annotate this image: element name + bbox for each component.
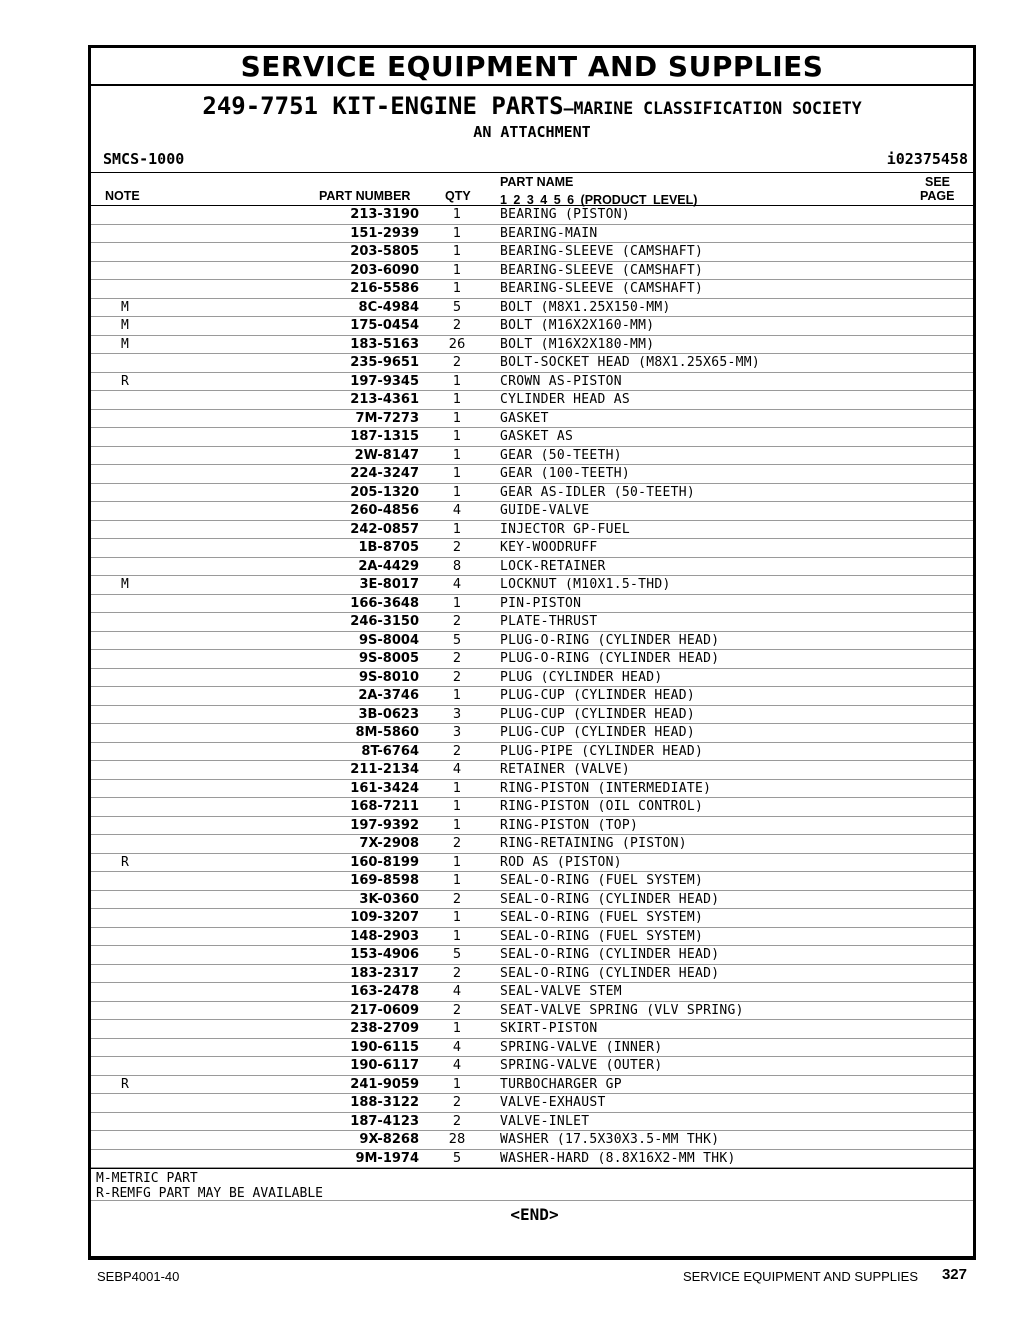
table-row — [91, 1113, 973, 1132]
qty-cell: 1 — [452, 780, 462, 796]
table-row — [91, 983, 973, 1002]
qty-cell: 1 — [452, 595, 462, 611]
part-name-cell: SEAL-O-RING (FUEL SYSTEM) — [500, 910, 704, 925]
part-number-cell: 166-3648 — [350, 595, 419, 611]
part-number-cell: 151-2939 — [350, 225, 419, 241]
part-number-cell: 163-2478 — [350, 984, 419, 999]
footer-section: SERVICE EQUIPMENT AND SUPPLIES — [682, 1269, 918, 1284]
attachment-label: AN ATTACHMENT — [473, 123, 591, 141]
table-row — [91, 465, 973, 484]
part-number-cell: 246-3150 — [350, 614, 419, 629]
table-row — [91, 299, 973, 318]
part-number-cell: 238-2709 — [350, 1021, 419, 1036]
page-number: 327 — [941, 1266, 967, 1283]
table-row — [91, 743, 973, 762]
part-number-cell: 190-6115 — [350, 1039, 419, 1055]
qty-cell: 5 — [452, 299, 462, 315]
part-name-cell: PLUG-O-RING (CYLINDER HEAD) — [500, 651, 720, 666]
qty-cell: 1 — [452, 817, 462, 833]
part-name-cell: GUIDE-VALVE — [500, 503, 590, 518]
kit-title: 249-7751 KIT-ENGINE PARTS — [202, 92, 564, 120]
part-number-cell: 169-8598 — [350, 873, 419, 888]
part-number-cell: 3E-8017 — [359, 577, 419, 592]
part-name-cell: PLATE-THRUST — [500, 614, 598, 629]
product-level-header: 1 2 3 4 5 6 (PRODUCT LEVEL) — [500, 193, 698, 207]
table-row — [91, 817, 973, 836]
table-row — [91, 447, 973, 466]
qty-cell: 1 — [452, 373, 462, 389]
see-column-header: SEE — [925, 175, 951, 189]
part-number-cell: 9M-1974 — [355, 1150, 419, 1166]
part-name-cell: GEAR AS-IDLER (50-TEETH) — [500, 484, 696, 500]
qty-cell: 4 — [452, 503, 462, 518]
qty-cell: 2 — [452, 1113, 462, 1129]
part-number-cell: 109-3207 — [350, 910, 419, 925]
table-row — [91, 687, 973, 706]
notes-legend — [91, 1168, 973, 1201]
qty-cell: 1 — [452, 281, 462, 296]
part-number-cell: 217-0609 — [350, 1002, 419, 1018]
qty-column-header: QTY — [445, 189, 471, 203]
smcs-code: SMCS-1000 — [103, 150, 185, 168]
table-row — [91, 706, 973, 725]
part-name-cell: BOLT (M16X2X160-MM) — [500, 318, 655, 333]
part-name-cell: SEAL-VALVE STEM — [500, 984, 622, 999]
note-cell: M — [121, 299, 129, 315]
part-name-cell: RING-PISTON (INTERMEDIATE) — [500, 780, 712, 796]
part-number-cell: 9X-8268 — [359, 1132, 419, 1147]
part-number-cell: 213-3190 — [350, 207, 419, 222]
part-name-cell: BOLT (M8X1.25X150-MM) — [500, 299, 671, 315]
part-name-cell: BEARING (PISTON) — [500, 207, 631, 222]
part-number-cell: 235-9651 — [350, 355, 419, 370]
part-name-cell: CYLINDER HEAD AS — [500, 392, 631, 407]
part-name-cell: CROWN AS-PISTON — [500, 373, 622, 389]
qty-cell: 2 — [452, 743, 462, 759]
note-cell: R — [121, 854, 129, 870]
qty-cell: 1 — [452, 225, 462, 241]
note-cell: M — [121, 336, 129, 352]
qty-cell: 3 — [452, 706, 462, 722]
part-name-cell: RING-RETAINING (PISTON) — [500, 836, 687, 851]
qty-cell: 1 — [452, 854, 462, 870]
part-name-cell: SEAL-O-RING (FUEL SYSTEM) — [500, 928, 704, 944]
table-row — [91, 909, 973, 928]
note-cell: M — [121, 577, 129, 592]
part-name-cell: ROD AS (PISTON) — [500, 854, 622, 870]
part-name-cell: KEY-WOODRUFF — [500, 540, 598, 555]
part-name-cell: SEAT-VALVE SPRING (VLV SPRING) — [500, 1002, 744, 1018]
part-name-cell: VALVE-INLET — [500, 1113, 590, 1129]
qty-cell: 2 — [452, 614, 462, 629]
part-name-cell: PIN-PISTON — [500, 595, 582, 611]
part-number-cell: 187-4123 — [350, 1113, 419, 1129]
kit-title-line — [91, 92, 973, 120]
part-number-cell: 197-9345 — [350, 373, 419, 389]
qty-cell: 1 — [452, 928, 462, 944]
qty-cell: 1 — [452, 244, 462, 259]
table-row — [91, 780, 973, 799]
qty-cell: 1 — [452, 1076, 462, 1092]
parts-table — [91, 206, 973, 1168]
part-number-cell: 2W-8147 — [354, 447, 419, 463]
parts-list-frame — [88, 45, 976, 1260]
qty-cell: 1 — [452, 873, 462, 888]
qty-cell: 1 — [452, 1021, 462, 1036]
qty-cell: 2 — [452, 669, 462, 685]
table-row — [91, 872, 973, 891]
page-column-header: PAGE — [920, 189, 955, 203]
table-row — [91, 1131, 973, 1150]
qty-cell: 5 — [452, 947, 462, 962]
part-number-cell: 2A-3746 — [358, 688, 419, 703]
part-name-cell: PLUG-CUP (CYLINDER HEAD) — [500, 706, 696, 722]
legend-remfg: R-REMFG PART MAY BE AVAILABLE — [96, 1186, 323, 1201]
table-row — [91, 206, 973, 225]
table-row — [91, 669, 973, 688]
table-row — [91, 225, 973, 244]
qty-cell: 4 — [452, 1058, 462, 1073]
qty-cell: 28 — [448, 1132, 466, 1147]
table-row — [91, 1076, 973, 1095]
part-number-cell: 205-1320 — [350, 484, 419, 500]
part-number-cell: 7X-2908 — [359, 836, 419, 851]
part-number-cell: 242-0857 — [350, 521, 419, 537]
table-row — [91, 391, 973, 410]
table-row — [91, 243, 973, 262]
part-number-cell: 153-4906 — [350, 947, 419, 962]
kit-subtitle: —MARINE CLASSIFICATION SOCIETY — [563, 99, 862, 118]
table-row — [91, 632, 973, 651]
part-number-cell: 203-5805 — [350, 244, 419, 259]
qty-cell: 4 — [452, 762, 462, 777]
table-row — [91, 798, 973, 817]
note-cell: M — [121, 318, 129, 333]
part-name-cell: SEAL-O-RING (FUEL SYSTEM) — [500, 873, 704, 888]
qty-cell: 1 — [452, 429, 462, 444]
part-name-cell: TURBOCHARGER GP — [500, 1076, 622, 1092]
part-number-cell: 260-4856 — [350, 503, 419, 518]
part-name-cell: GEAR (50-TEETH) — [500, 447, 622, 463]
qty-cell: 4 — [452, 984, 462, 999]
table-row — [91, 965, 973, 984]
part-number-cell: 8T-6764 — [361, 743, 419, 759]
part-name-cell: WASHER-HARD (8.8X16X2-MM THK) — [500, 1150, 736, 1166]
part-number-cell: 9S-8004 — [359, 632, 419, 648]
qty-cell: 2 — [452, 965, 462, 981]
table-row — [91, 761, 973, 780]
table-row — [91, 595, 973, 614]
table-row — [91, 946, 973, 965]
part-number-cell: 175-0454 — [350, 318, 419, 333]
part-name-cell: PLUG-CUP (CYLINDER HEAD) — [500, 725, 696, 740]
part-name-cell: PLUG-CUP (CYLINDER HEAD) — [500, 688, 696, 703]
part-name-cell: SEAL-O-RING (CYLINDER HEAD) — [500, 965, 720, 981]
table-row — [91, 835, 973, 854]
part-name-cell: BEARING-MAIN — [500, 225, 598, 241]
qty-cell: 1 — [452, 392, 462, 407]
table-row — [91, 354, 973, 373]
qty-cell: 1 — [452, 521, 462, 537]
part-number-cell: 3K-0360 — [359, 891, 419, 907]
part-name-cell: BOLT (M16X2X180-MM) — [500, 336, 655, 352]
part-number-cell: 8C-4984 — [358, 299, 419, 315]
note-cell: R — [121, 373, 129, 389]
part-number-cell: 9S-8005 — [359, 651, 419, 666]
part-name-cell: SEAL-O-RING (CYLINDER HEAD) — [500, 891, 720, 907]
qty-cell: 26 — [448, 336, 466, 352]
table-row — [91, 317, 973, 336]
part-name-cell: PLUG (CYLINDER HEAD) — [500, 669, 663, 685]
part-name-cell: GASKET AS — [500, 429, 574, 444]
part-number-cell: 1B-8705 — [358, 540, 419, 555]
part-name-cell: RING-PISTON (TOP) — [500, 817, 639, 833]
part-name-cell: VALVE-EXHAUST — [500, 1095, 606, 1110]
table-row — [91, 1150, 973, 1169]
table-row — [91, 280, 973, 299]
table-row — [91, 539, 973, 558]
table-row — [91, 1039, 973, 1058]
part-name-cell: LOCKNUT (M10X1.5-THD) — [500, 577, 671, 592]
part-name-cell: GEAR (100-TEETH) — [500, 466, 631, 481]
table-row — [91, 928, 973, 947]
table-row — [91, 891, 973, 910]
qty-cell: 2 — [452, 1095, 462, 1110]
part-number-cell: 2A-4429 — [358, 558, 419, 574]
note-cell: R — [121, 1076, 129, 1092]
part-number-cell: 8M-5860 — [355, 725, 419, 740]
part-number-cell: 190-6117 — [350, 1058, 419, 1073]
qty-cell: 4 — [452, 577, 462, 592]
part-name-cell: SEAL-O-RING (CYLINDER HEAD) — [500, 947, 720, 962]
qty-cell: 1 — [452, 910, 462, 925]
table-row — [91, 428, 973, 447]
qty-cell: 2 — [452, 891, 462, 907]
qty-cell: 1 — [452, 447, 462, 463]
part-number-cell: 148-2903 — [350, 928, 419, 944]
column-headers — [91, 173, 973, 206]
part-name-cell: PLUG-PIPE (CYLINDER HEAD) — [500, 743, 704, 759]
part-name-cell: LOCK-RETAINER — [500, 558, 606, 574]
table-row — [91, 854, 973, 873]
table-row — [91, 262, 973, 281]
part-name-cell: RING-PISTON (OIL CONTROL) — [500, 799, 704, 814]
part-name-cell: SPRING-VALVE (INNER) — [500, 1039, 663, 1055]
part-number-cell: 197-9392 — [350, 817, 419, 833]
table-row — [91, 373, 973, 392]
table-row — [91, 613, 973, 632]
kit-header — [91, 86, 973, 173]
end-marker: <END> — [510, 1205, 559, 1224]
qty-cell: 1 — [452, 207, 462, 222]
part-number-cell: 241-9059 — [350, 1076, 419, 1092]
part-name-cell: SKIRT-PISTON — [500, 1021, 598, 1036]
qty-cell: 2 — [452, 318, 462, 333]
table-row — [91, 521, 973, 540]
qty-cell: 5 — [452, 632, 462, 648]
table-row — [91, 1057, 973, 1076]
qty-cell: 4 — [452, 1039, 462, 1055]
part-number-cell: 183-2317 — [350, 965, 419, 981]
part-name-cell: PLUG-O-RING (CYLINDER HEAD) — [500, 632, 720, 648]
table-row — [91, 650, 973, 669]
table-row — [91, 502, 973, 521]
document-id: i02375458 — [886, 150, 968, 168]
part-name-cell: BOLT-SOCKET HEAD (M8X1.25X65-MM) — [500, 355, 761, 370]
part-number-cell: 161-3424 — [350, 780, 419, 796]
part-number-cell: 213-4361 — [350, 392, 419, 407]
qty-cell: 1 — [452, 466, 462, 481]
table-row — [91, 1094, 973, 1113]
part-number-cell: 183-5163 — [350, 336, 419, 352]
table-row — [91, 1020, 973, 1039]
qty-cell: 2 — [452, 1002, 462, 1018]
table-row — [91, 336, 973, 355]
qty-cell: 5 — [452, 1150, 462, 1166]
qty-cell: 1 — [452, 262, 462, 278]
table-row — [91, 484, 973, 503]
table-row — [91, 576, 973, 595]
part-name-column-header: PART NAME — [500, 175, 574, 189]
part-name-cell: RETAINER (VALVE) — [500, 762, 631, 777]
part-number-cell: 216-5586 — [350, 281, 419, 296]
part-name-cell: INJECTOR GP-FUEL — [500, 521, 631, 537]
table-row — [91, 558, 973, 577]
qty-cell: 8 — [452, 558, 462, 574]
footer-doc-code: SEBP4001-40 — [97, 1269, 180, 1284]
qty-cell: 2 — [452, 651, 462, 666]
part-name-cell: WASHER (17.5X30X3.5-MM THK) — [500, 1132, 720, 1147]
qty-cell: 2 — [452, 540, 462, 555]
qty-cell: 1 — [452, 688, 462, 703]
qty-cell: 1 — [452, 799, 462, 814]
legend-metric: M-METRIC PART — [96, 1171, 198, 1186]
qty-cell: 1 — [452, 410, 462, 426]
part-number-cell: 3B-0623 — [358, 706, 419, 722]
table-row — [91, 1002, 973, 1021]
part-name-cell: BEARING-SLEEVE (CAMSHAFT) — [500, 244, 704, 259]
qty-cell: 3 — [452, 725, 462, 740]
part-number-column-header: PART NUMBER — [319, 189, 411, 203]
part-number-cell: 9S-8010 — [359, 669, 419, 685]
table-row — [91, 724, 973, 743]
part-number-cell: 224-3247 — [350, 466, 419, 481]
part-number-cell: 211-2134 — [350, 762, 419, 777]
part-name-cell: SPRING-VALVE (OUTER) — [500, 1058, 663, 1073]
part-number-cell: 187-1315 — [350, 429, 419, 444]
qty-cell: 2 — [452, 355, 462, 370]
note-column-header: NOTE — [105, 189, 140, 203]
page-title: SERVICE EQUIPMENT AND SUPPLIES — [91, 48, 973, 86]
part-name-cell: GASKET — [500, 410, 549, 426]
part-number-cell: 188-3122 — [350, 1095, 419, 1110]
part-number-cell: 160-8199 — [350, 854, 419, 870]
part-number-cell: 203-6090 — [350, 262, 419, 278]
part-number-cell: 7M-7273 — [355, 410, 419, 426]
qty-cell: 1 — [452, 484, 462, 500]
part-name-cell: BEARING-SLEEVE (CAMSHAFT) — [500, 262, 704, 278]
part-number-cell: 168-7211 — [350, 799, 419, 814]
qty-cell: 2 — [452, 836, 462, 851]
part-name-cell: BEARING-SLEEVE (CAMSHAFT) — [500, 281, 704, 296]
table-row — [91, 410, 973, 429]
